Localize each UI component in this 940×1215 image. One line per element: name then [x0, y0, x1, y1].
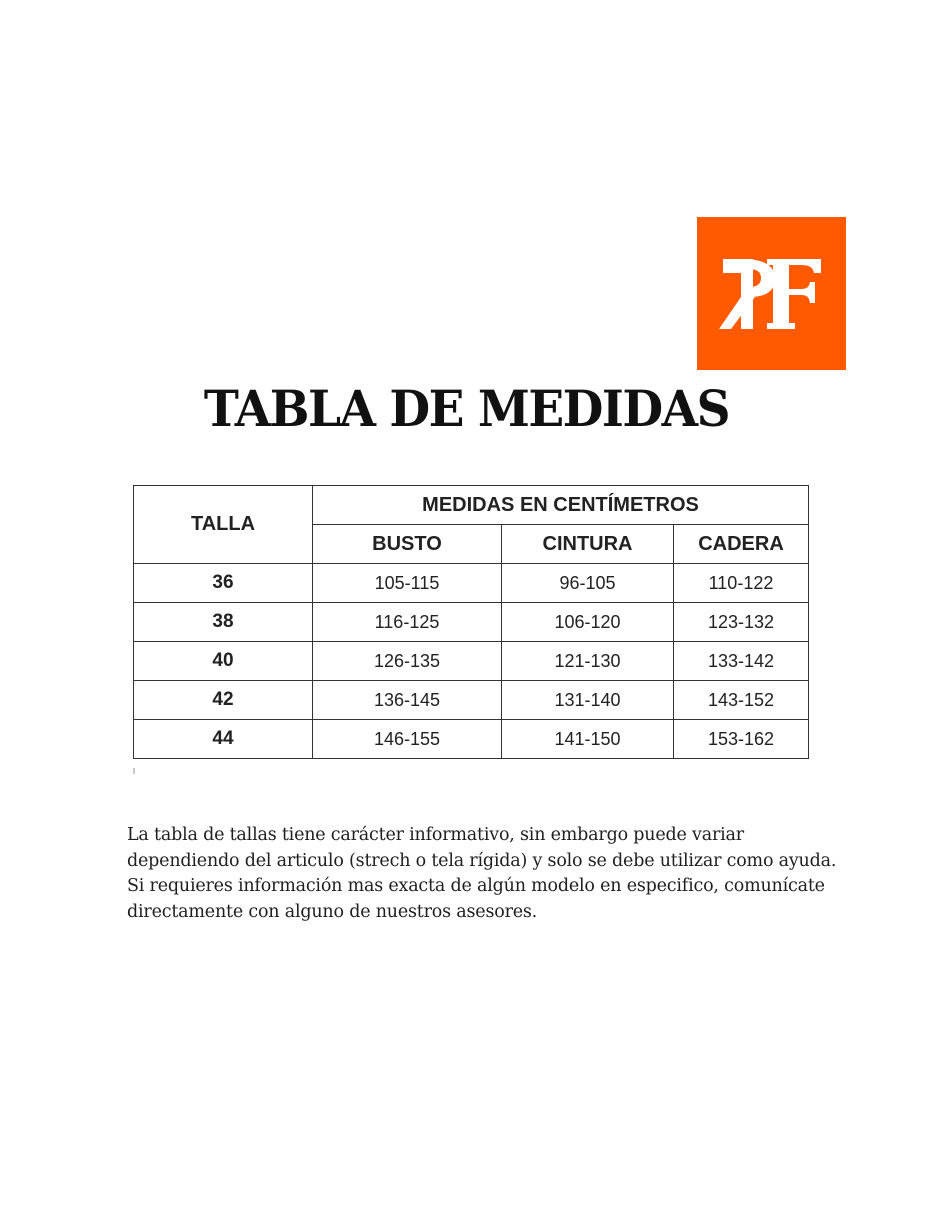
talla-cell: 40 [134, 642, 313, 681]
table-row [134, 603, 809, 642]
talla-header: TALLA [134, 486, 313, 564]
table-edge-mark [133, 768, 135, 774]
cintura-cell: 121-130 [502, 642, 674, 681]
busto-cell: 105-115 [313, 564, 502, 603]
disclaimer-line: directamente con alguno de nuestros asesores. [127, 901, 538, 922]
busto-header: BUSTO [313, 525, 502, 564]
cintura-cell: 131-140 [502, 681, 674, 720]
table-row [134, 720, 809, 759]
cintura-cell: 141-150 [502, 720, 674, 759]
busto-cell: 136-145 [313, 681, 502, 720]
disclaimer-line: dependiendo del articulo (strech o tela rígida) y solo se debe utilizar como ayuda. [127, 850, 837, 871]
busto-cell: 146-155 [313, 720, 502, 759]
brand-logo [697, 217, 846, 370]
cintura-header: CINTURA [502, 525, 674, 564]
cintura-cell: 106-120 [502, 603, 674, 642]
rf-monogram-icon [697, 217, 846, 370]
page-title: TABLA DE MEDIDAS [203, 380, 730, 439]
cadera-header: CADERA [674, 525, 809, 564]
disclaimer-line: La tabla de tallas tiene carácter informativo, sin embargo puede variar [127, 825, 744, 845]
table-row [134, 642, 809, 681]
table-row [134, 564, 809, 603]
disclaimer-paragraph [127, 823, 867, 925]
cintura-cell: 96-105 [502, 564, 674, 603]
cadera-cell: 153-162 [674, 720, 809, 759]
size-chart-table [133, 485, 809, 759]
talla-cell: 38 [134, 603, 313, 642]
table-header-row [134, 486, 809, 525]
talla-cell: 36 [134, 564, 313, 603]
table-row [134, 681, 809, 720]
cadera-cell: 133-142 [674, 642, 809, 681]
cadera-cell: 123-132 [674, 603, 809, 642]
busto-cell: 116-125 [313, 603, 502, 642]
medidas-group-header: MEDIDAS EN CENTÍMETROS [313, 486, 809, 525]
cadera-cell: 110-122 [674, 564, 809, 603]
talla-cell: 44 [134, 720, 313, 759]
disclaimer-line: Si requieres información mas exacta de algún modelo en especifico, comunícate [127, 876, 825, 896]
talla-cell: 42 [134, 681, 313, 720]
busto-cell: 126-135 [313, 642, 502, 681]
cadera-cell: 143-152 [674, 681, 809, 720]
